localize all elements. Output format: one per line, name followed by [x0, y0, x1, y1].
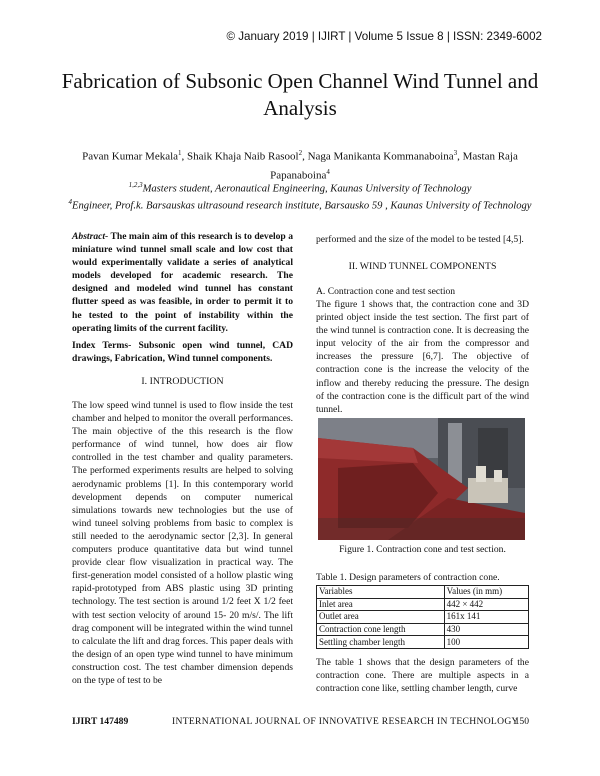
author-mark: 3 — [453, 149, 458, 157]
abstract-label: Abstract- — [72, 231, 109, 242]
parameters-table — [316, 585, 529, 649]
author-mark: 4 — [326, 167, 330, 176]
table-row — [317, 623, 529, 636]
subsection-heading: A. Contraction cone and test section — [316, 286, 456, 297]
introduction-text: The low speed wind tunnel is used to flow inside the test chamber and helped to monitor the overall performances. The main objective of the this research is the flow performance of wind tunnel, how does air flow controlled in the test chamber and quality parameters. The performed experiments results are helped to solving aerodynamic problems [1]. In this contemporary world development depends on computer numerical simulations towards new technologies but the use of wind tuneel solving problems from basic to complex is still needed to the aerodynamic sector [2,3]. In general computers produce quantitative data but wind tunnel provide clear flow visualization in practical way. The first-generation model consisted of a hollow plastic wing rapid-prototyped from ABS plastic using 3D printing technology. The test section is around 1/2 feet X 1/2 feet with test section velocity of around 15- 20 m/s/. The lift drag component will be integrated within the wind tunnel to calculate the lift and drag forces. This paper deals with the design of an open type wind tunnel to have minimum construction cost. The test chamber dimension depends on the type of test to be — [72, 400, 293, 686]
affiliation-line — [55, 179, 545, 196]
figure-photo — [318, 418, 525, 540]
table-cell: 430 — [444, 623, 528, 636]
table-cell: 442 × 442 — [444, 598, 528, 611]
abstract — [72, 230, 293, 335]
table-cell: Contraction cone length — [317, 623, 445, 636]
author-mark: 2 — [298, 149, 303, 157]
table-discussion-text: The table 1 shows that the design parameters of the contraction cone. There are multiple aspects in a contraction cone like, settling chamber length, curve — [316, 657, 529, 695]
affiliation-mark: 1,2,3 — [128, 181, 143, 189]
section-heading-introduction: I. INTRODUCTION — [141, 376, 224, 387]
abstract-text: The main aim of this research is to develop a miniature wind tunnel small scale and low cost that would experimentally validate a series of analytical models developed for academic research. The designed and modeled wind tunnel has constant flutter speed as was feasible, in order to permit it to he tested to the point of instability within the operating limits of the current facility. — [72, 231, 293, 334]
author-name: Pavan Kumar Mekala — [82, 150, 179, 163]
contraction-text: The figure 1 shows that, the contraction cone and 3D printed object inside the test section. The first part of the wind tunnel is contraction cone. It is decreasing the input velocity of the air from the compressor and increases the pressure [6,7]. The objective of contraction cone is the increase the velocity of the inflow and thereby reducing the pressure. The design of the contraction cone is the difficult part of the wind tunnel. — [316, 299, 529, 415]
author-name: , Naga Manikanta Kommanaboina — [302, 150, 454, 163]
section-heading-components: II. WIND TUNNEL COMPONENTS — [348, 261, 497, 272]
footer-journal-name: INTERNATIONAL JOURNAL OF INNOVATIVE RESEARCH IN TECHNOLOGY — [172, 716, 519, 727]
table-cell: 100 — [444, 636, 528, 649]
paper-title: Fabrication of Subsonic Open Channel Wind Tunnel and Analysis — [61, 69, 539, 120]
author-name: , Mastan Raja Papanaboina — [270, 150, 518, 182]
table-caption: Table 1. Design parameters of contraction cone. — [316, 572, 500, 583]
table-row — [317, 598, 529, 611]
figure-caption: Figure 1. Contraction cone and test section. — [339, 544, 506, 555]
table-cell: Settling chamber length — [317, 636, 445, 649]
table-cell: 161x 141 — [444, 611, 528, 624]
affiliations — [55, 179, 545, 213]
journal-header: © January 2019 | IJIRT | Volume 5 Issue 8 | ISSN: 2349-6002 — [226, 30, 542, 43]
author-mark: 1 — [178, 149, 182, 157]
table-cell: Outlet area — [317, 611, 445, 624]
affiliation-line — [55, 196, 545, 213]
wind-tunnel-photo — [318, 418, 525, 540]
table-row — [317, 611, 529, 624]
table-cell: Variables — [317, 586, 445, 599]
table-header-row — [317, 586, 529, 599]
continued-paragraph: performed and the size of the model to be tested [4,5]. — [316, 234, 524, 245]
author-name: , Shaik Khaja Naib Rasool — [181, 150, 299, 163]
table-cell: Inlet area — [317, 598, 445, 611]
table-row — [317, 636, 529, 649]
affiliation-text: Engineer, Prof.k. Barsauskas ultrasound research institute, Barsausko 59 , Kaunas University of Technology — [71, 200, 532, 212]
footer-paper-id: IJIRT 147489 — [72, 716, 129, 727]
author-list — [60, 146, 540, 183]
affiliation-mark: 4 — [68, 198, 72, 207]
index-terms: Index Terms- Subsonic open wind tunnel, CAD drawings, Fabrication, Wind tunnel components. — [72, 340, 293, 365]
table-cell: Values (in mm) — [444, 586, 528, 599]
page-number: 150 — [514, 716, 529, 727]
affiliation-text: Masters student, Aeronautical Engineering, Kaunas University of Technology — [142, 183, 472, 195]
